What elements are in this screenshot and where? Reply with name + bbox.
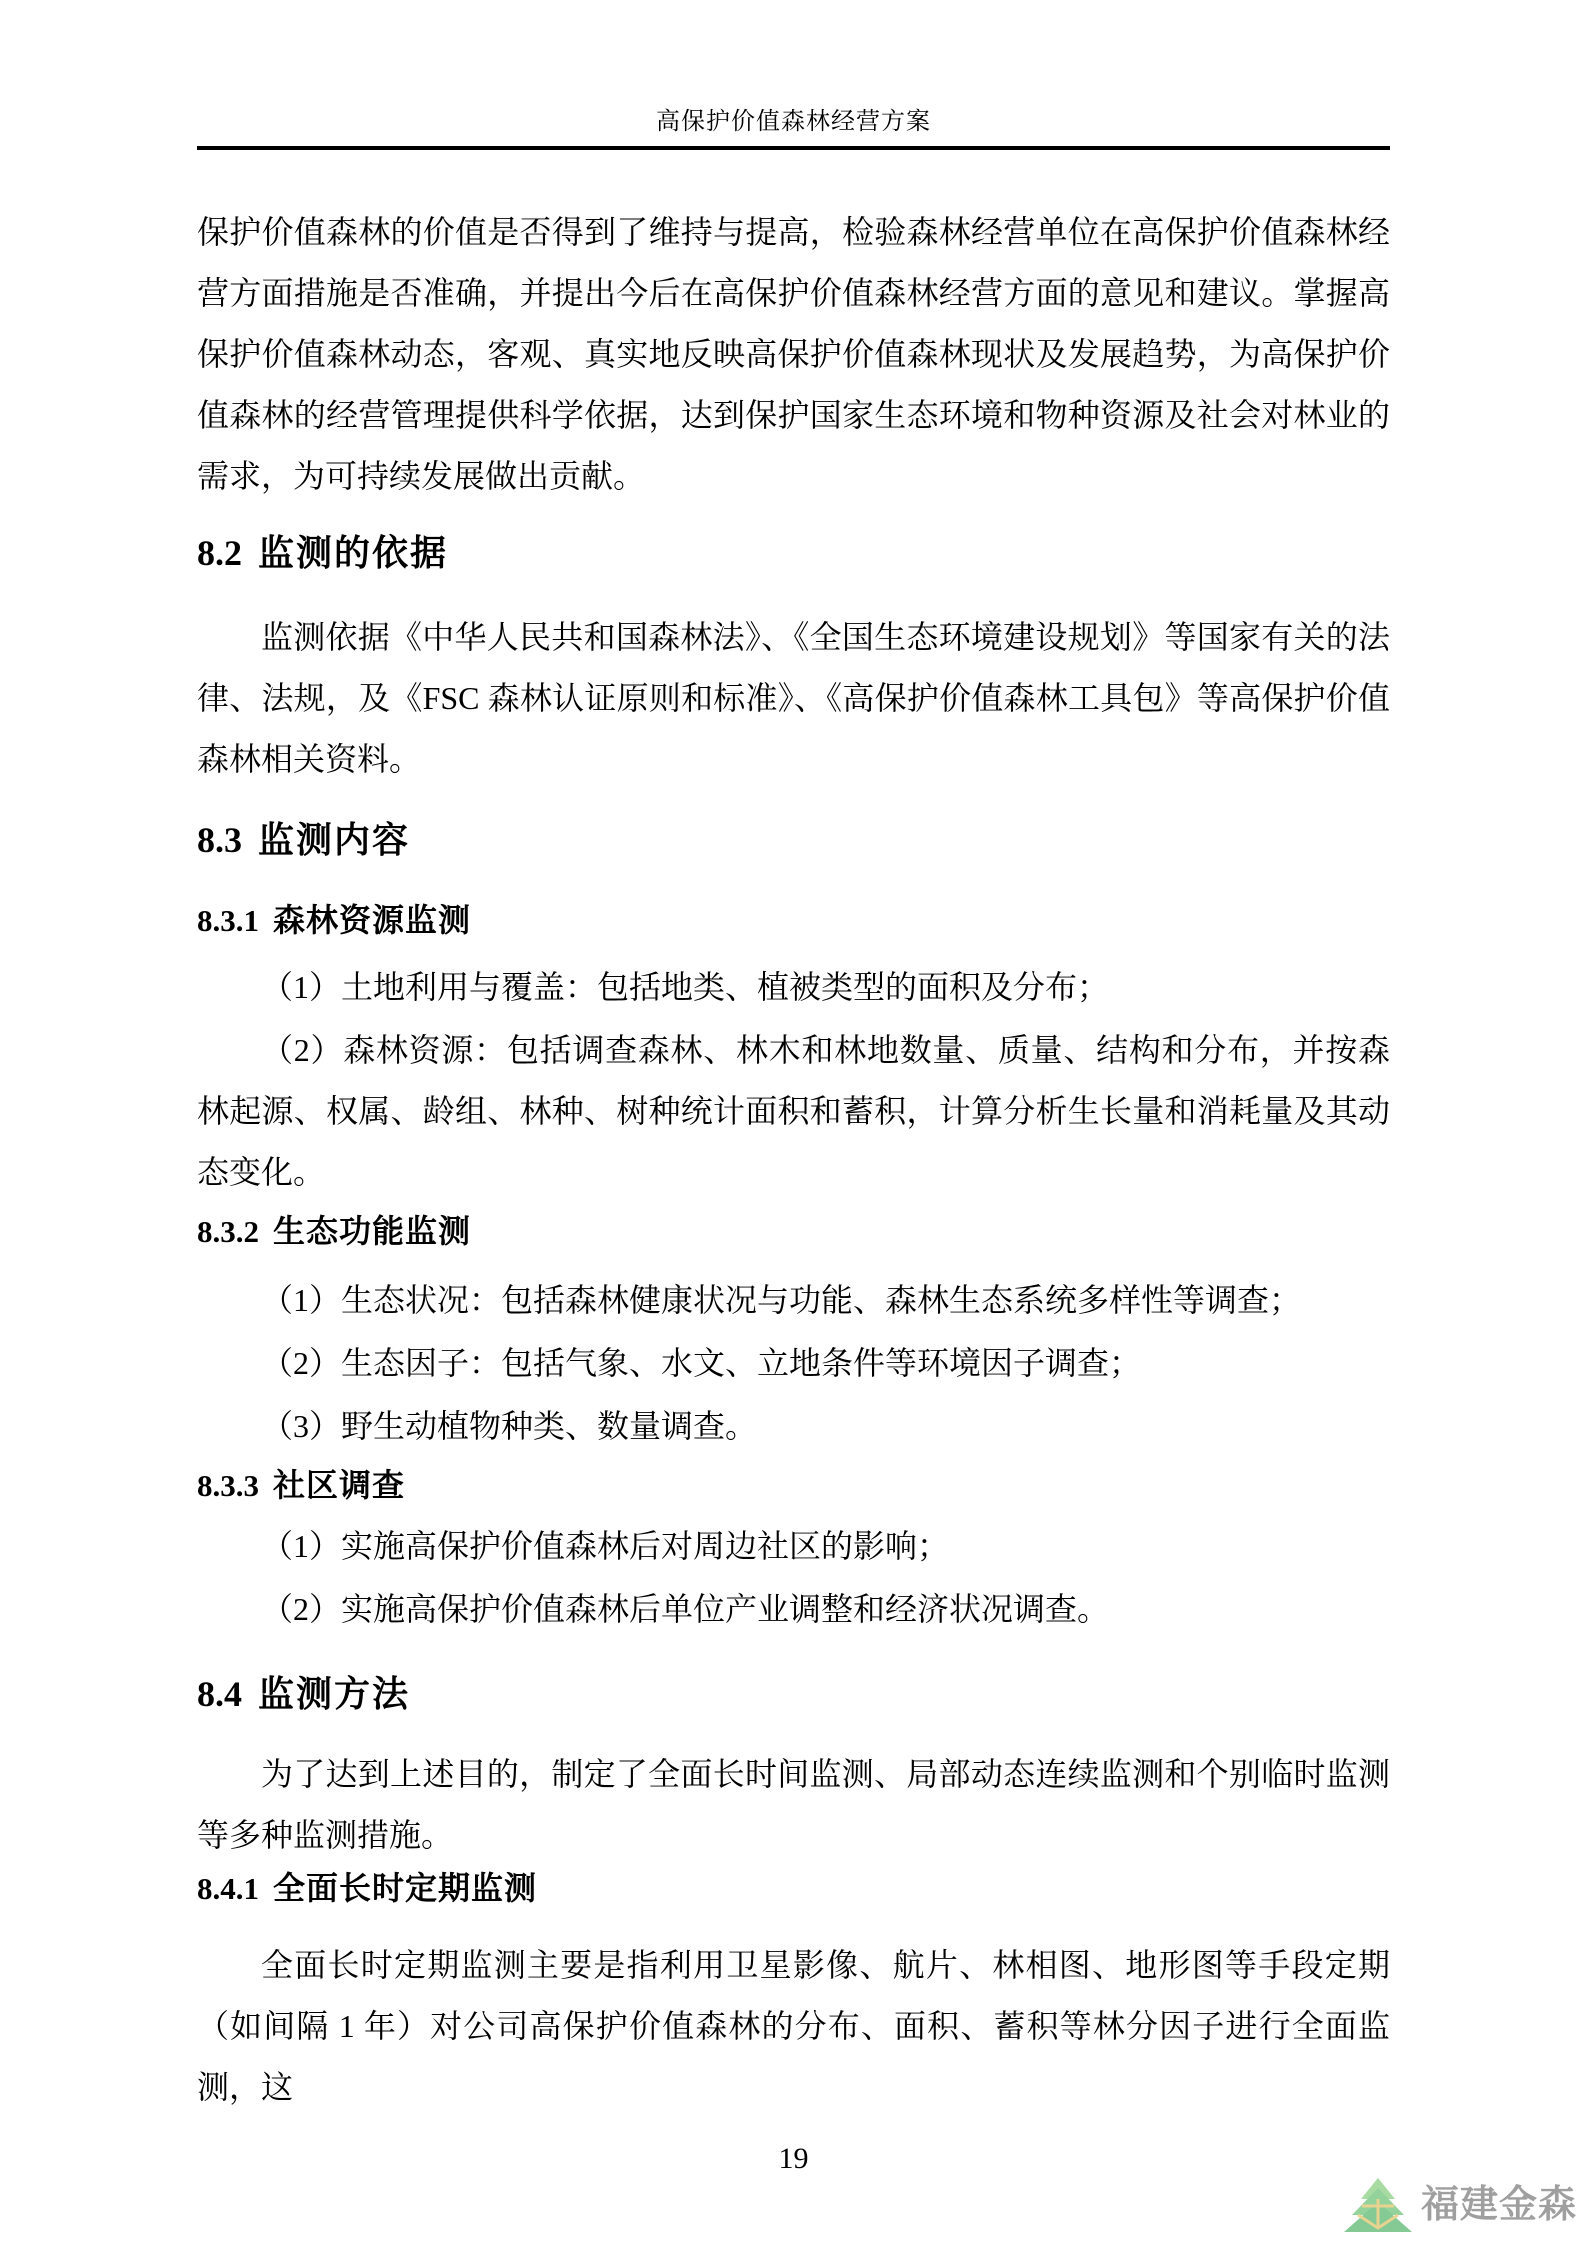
section-heading-8-4-1 bbox=[197, 1868, 1390, 1909]
header-title: 高保护价值森林经营方案 bbox=[656, 109, 931, 135]
section-number: 8.3.1 bbox=[197, 903, 259, 938]
section-8-4-1-paragraph: 全面长时定期监测主要是指利用卫星影像、航片、林相图、地形图等手段定期（如间隔 1 年）对公司高保护价值森林的分布、面积、蓄积等林分因子进行全面监测，这 bbox=[197, 1947, 1390, 2105]
list-item: （2）生态因子：包括气象、水文、立地条件等环境因子调查； bbox=[261, 1345, 1142, 1381]
list-item: （2）实施高保护价值森林后单位产业调整和经济状况调查。 bbox=[261, 1591, 1110, 1627]
section-heading-8-3-3 bbox=[197, 1465, 1390, 1506]
page-number: 19 bbox=[778, 2142, 809, 2175]
company-logo bbox=[1341, 2177, 1577, 2233]
section-8-2-paragraph: 监测依据《中华人民共和国森林法》、《全国生态环境建设规划》等国家有关的法律、法规，及《FSC 森林认证原则和标准》、《高保护价值森林工具包》等高保护价值森林相关资料。 bbox=[197, 619, 1390, 777]
section-title: 森林资源监测 bbox=[273, 902, 472, 938]
page-header bbox=[197, 0, 1390, 150]
section-title: 监测内容 bbox=[258, 819, 411, 860]
section-title: 全面长时定期监测 bbox=[273, 1870, 538, 1906]
section-number: 8.4.1 bbox=[197, 1871, 259, 1906]
section-heading-8-3 bbox=[197, 816, 1390, 864]
section-number: 8.3 bbox=[197, 820, 242, 860]
section-title: 监测方法 bbox=[258, 1673, 411, 1714]
tree-logo-icon bbox=[1341, 2177, 1415, 2233]
section-heading-8-3-2 bbox=[197, 1211, 1390, 1252]
list-item: （2）森林资源：包括调查森林、林木和林地数量、质量、结构和分布，并按森林起源、权属、龄组、林种、树种统计面积和蓄积，计算分析生长量和消耗量及其动态变化。 bbox=[197, 1032, 1390, 1190]
section-number: 8.4 bbox=[197, 1674, 242, 1714]
list-item: （1）实施高保护价值森林后对周边社区的影响； bbox=[261, 1528, 950, 1564]
section-title: 监测的依据 bbox=[258, 532, 449, 573]
section-number: 8.3.2 bbox=[197, 1214, 259, 1249]
logo-text: 福建金森 bbox=[1420, 2184, 1577, 2226]
section-title: 生态功能监测 bbox=[273, 1213, 472, 1249]
section-8-4-paragraph: 为了达到上述目的，制定了全面长时间监测、局部动态连续监测和个别临时监测等多种监测措施。 bbox=[197, 1756, 1390, 1853]
section-number: 8.2 bbox=[197, 533, 242, 573]
section-heading-8-3-1 bbox=[197, 900, 1390, 941]
list-item: （1）生态状况：包括森林健康状况与功能、森林生态系统多样性等调查； bbox=[261, 1282, 1302, 1318]
section-heading-8-2 bbox=[197, 529, 1390, 577]
list-item: （1）土地利用与覆盖：包括地类、植被类型的面积及分布； bbox=[261, 969, 1110, 1005]
intro-paragraph: 保护价值森林的价值是否得到了维持与提高，检验森林经营单位在高保护价值森林经营方面措施是否准确，并提出今后在高保护价值森林经营方面的意见和建议。掌握高保护价值森林动态，客观、真实地反映高保护价值森林现状及发展趋势，为高保护价值森林的经营管理提供科学依据，达到保护国家生态环境和物种资源及社会对林业的需求，为可持续发展做出贡献。 bbox=[197, 214, 1390, 494]
section-number: 8.3.3 bbox=[197, 1468, 259, 1503]
list-item: （3）野生动植物种类、数量调查。 bbox=[261, 1408, 758, 1444]
section-heading-8-4 bbox=[197, 1670, 1390, 1718]
header-rule bbox=[197, 146, 1390, 150]
section-title: 社区调查 bbox=[273, 1467, 406, 1503]
content-area bbox=[197, 0, 1390, 2174]
